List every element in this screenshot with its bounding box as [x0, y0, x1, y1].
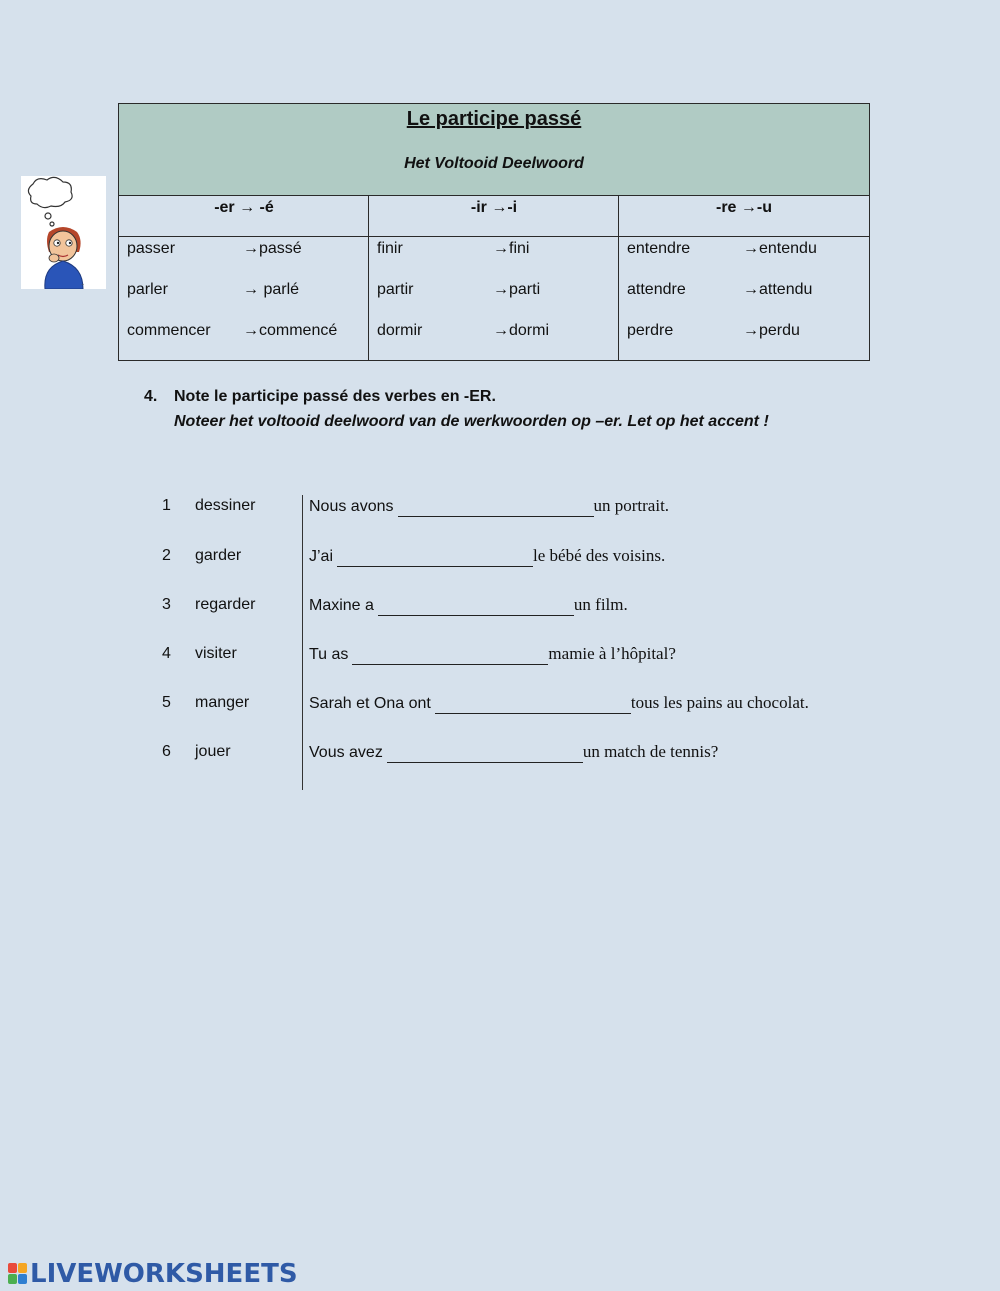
participle: →dormi — [493, 322, 550, 339]
item-verb: garder — [195, 547, 242, 564]
verb-row — [377, 237, 617, 261]
instruction-french: Note le participe passé des verbes en -ER. — [174, 388, 496, 405]
participle-rules-table — [118, 103, 870, 361]
sentence-start: Tu as — [309, 646, 349, 663]
infinitive: entendre — [627, 240, 691, 257]
sentence-end: un match de tennis? — [582, 742, 719, 761]
item-verb: regarder — [195, 596, 256, 613]
item-sentence — [309, 691, 809, 716]
verb-row — [627, 237, 867, 261]
item-sentence — [309, 593, 628, 618]
item-number: 3 — [162, 596, 171, 613]
logo-square — [8, 1274, 17, 1284]
column-header-ir: -ir →-i — [369, 196, 619, 237]
sentence-end: un film. — [573, 595, 628, 614]
item-sentence — [309, 642, 676, 667]
verb-row — [627, 319, 867, 343]
item-number: 1 — [162, 497, 171, 514]
logo-badge-icon — [8, 1263, 27, 1285]
answer-input[interactable] — [337, 548, 533, 567]
exercise-item — [0, 642, 1000, 668]
infinitive: dormir — [377, 322, 423, 339]
participle: →perdu — [743, 322, 800, 339]
column-er — [119, 237, 369, 360]
svg-text:~: ~ — [81, 282, 85, 287]
item-verb: manger — [195, 694, 250, 711]
answer-input[interactable] — [435, 695, 631, 714]
participle: →fini — [493, 240, 530, 257]
participle: →passé — [243, 240, 302, 257]
item-sentence — [309, 544, 665, 569]
sentence-start: Maxine a — [309, 597, 374, 614]
item-verb: visiter — [195, 645, 237, 662]
infinitive: attendre — [627, 281, 686, 298]
infinitive: parler — [127, 281, 168, 298]
item-verb: dessiner — [195, 497, 256, 514]
infinitive: commencer — [127, 322, 211, 339]
exercise-number: 4. — [144, 388, 158, 405]
participle: →attendu — [743, 281, 813, 298]
item-number: 5 — [162, 694, 171, 711]
exercise-item — [0, 593, 1000, 619]
column-header-er: -er → -é — [119, 196, 369, 237]
item-number: 6 — [162, 743, 171, 760]
item-sentence — [309, 494, 669, 519]
table-header — [119, 104, 869, 196]
answer-input[interactable] — [352, 646, 548, 665]
item-verb: jouer — [195, 743, 231, 760]
logo-text: LIVEWORKSHEETS — [30, 1259, 298, 1289]
infinitive: passer — [127, 240, 176, 257]
exercise-item — [0, 494, 1000, 520]
item-number: 4 — [162, 645, 171, 662]
table-title: Le participe passé — [406, 108, 582, 130]
verb-row — [127, 319, 367, 343]
participle: →entendu — [743, 240, 817, 257]
exercise-item — [0, 691, 1000, 717]
item-sentence — [309, 740, 718, 765]
liveworksheets-logo[interactable] — [8, 1260, 298, 1288]
verb-row — [377, 319, 617, 343]
verb-row — [377, 278, 617, 302]
sentence-end: tous les pains au chocolat. — [630, 693, 809, 712]
column-header-re: -re →-u — [619, 196, 869, 237]
logo-square — [18, 1274, 27, 1284]
infinitive: perdre — [627, 322, 674, 339]
exercise-item — [0, 740, 1000, 766]
infinitive: partir — [377, 281, 414, 298]
participle: →commencé — [243, 322, 338, 339]
sentence-end: un portrait. — [593, 496, 670, 515]
answer-input[interactable] — [387, 744, 583, 763]
item-number: 2 — [162, 547, 171, 564]
logo-square — [8, 1263, 17, 1273]
sentence-start: J’ai — [309, 548, 334, 565]
sentence-end: mamie à l’hôpital? — [548, 644, 676, 663]
sentence-end: le bébé des voisins. — [533, 546, 666, 565]
answer-input[interactable] — [378, 597, 574, 616]
exercise-item — [0, 544, 1000, 570]
instruction-dutch: Noteer het voltooid deelwoord van de werkwoorden op –er. Let op het accent ! — [174, 413, 769, 430]
participle: →parti — [493, 281, 541, 298]
answer-input[interactable] — [398, 498, 594, 517]
verb-row — [627, 278, 867, 302]
logo-square — [18, 1263, 27, 1273]
column-ir — [369, 237, 619, 360]
table-subtitle: Het Voltooid Deelwoord — [404, 155, 584, 172]
verb-row — [127, 237, 367, 261]
verb-row — [127, 278, 367, 302]
sentence-start: Nous avons — [309, 498, 394, 515]
sentence-start: Vous avez — [309, 744, 383, 761]
thinking-boy-icon — [21, 176, 106, 289]
participle: → parlé — [243, 281, 300, 298]
column-re — [619, 237, 869, 360]
infinitive: finir — [377, 240, 403, 257]
sentence-start: Sarah et Ona ont — [309, 695, 431, 712]
